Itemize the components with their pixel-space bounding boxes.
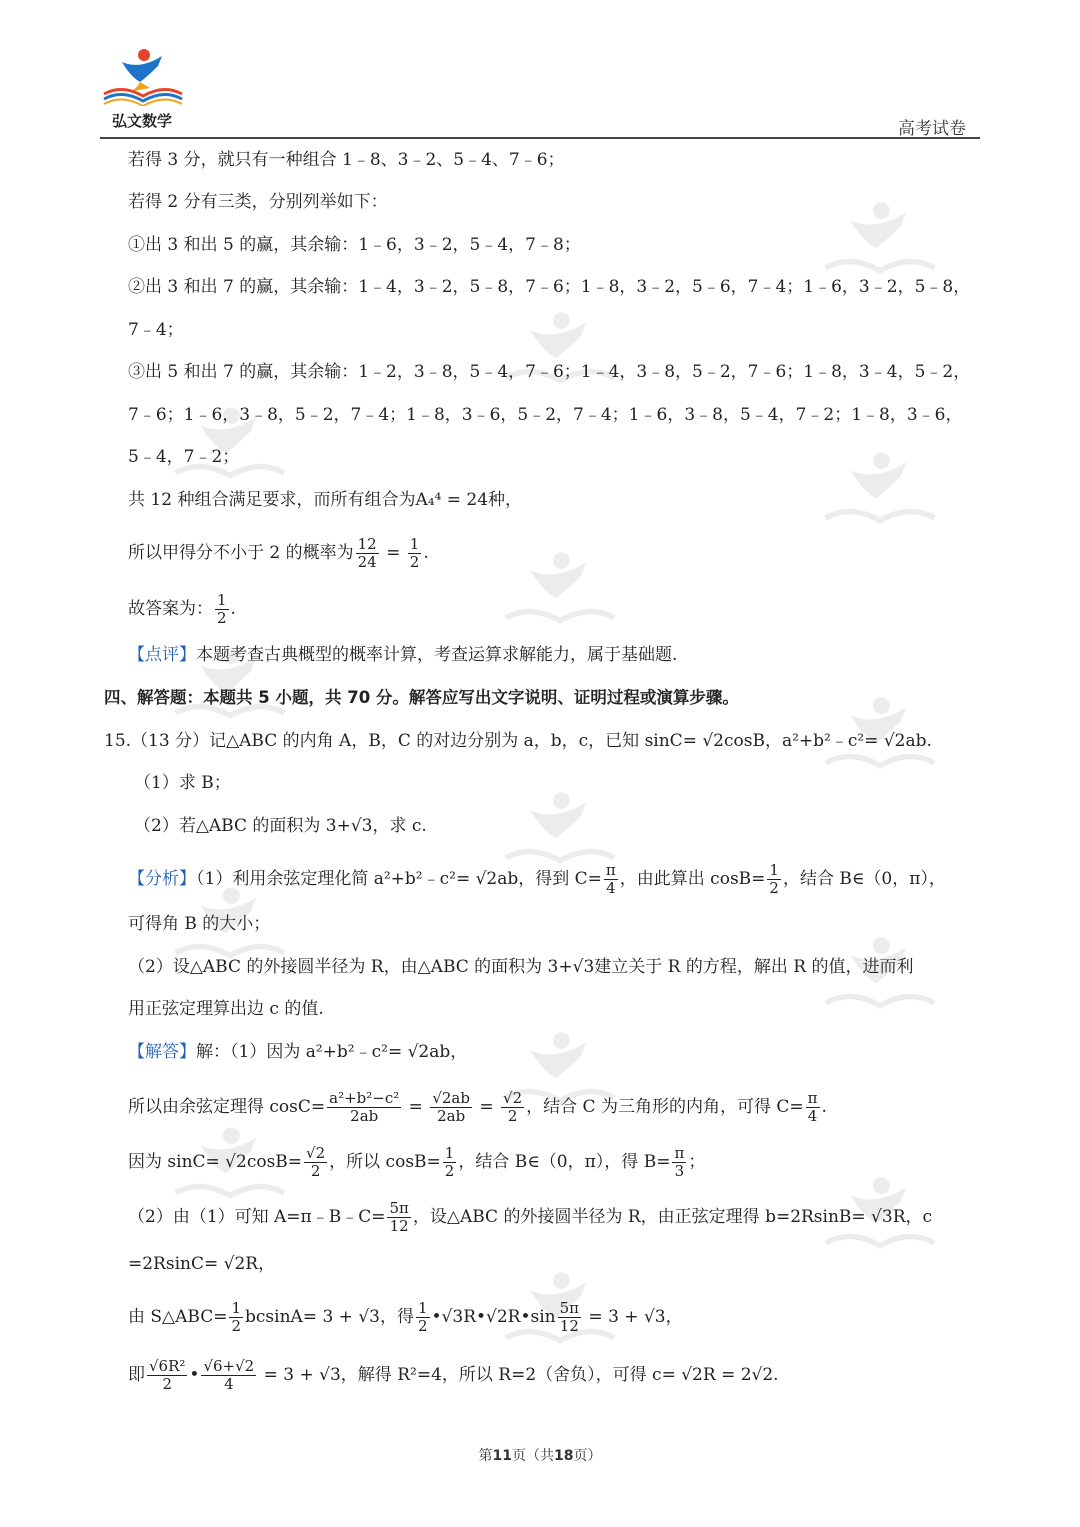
text-line: 若得 2 分有三类，分别列举如下：	[128, 192, 388, 212]
fraction	[201, 1358, 256, 1393]
text-segment: 由 S△ABC=	[128, 1307, 228, 1327]
solution-tag: 【解答】	[128, 1042, 196, 1062]
fraction	[558, 1300, 581, 1335]
probability-line	[128, 536, 429, 571]
denominator: 4	[606, 879, 616, 897]
text-segment: = 3 + √3，解得 R²=4，所以 R=2（舍负），可得 c= √2R = 2√2.	[258, 1365, 779, 1385]
denominator: 2	[507, 1107, 518, 1125]
page-number: 11	[492, 1448, 512, 1464]
text-segment: 故答案为：	[128, 599, 213, 619]
analysis-line	[128, 862, 946, 897]
comment-tag: 【点评】	[128, 645, 196, 665]
denominator: 2ab	[350, 1107, 379, 1125]
denominator: 2	[444, 1162, 455, 1180]
fraction	[767, 862, 781, 897]
numerator: √2ab	[432, 1089, 470, 1107]
total-pages: 18	[554, 1448, 574, 1464]
fraction	[672, 1145, 686, 1180]
text-segment: •√3R•√2R•sin	[431, 1307, 556, 1327]
fraction	[356, 536, 379, 571]
numerator: 1	[444, 1144, 455, 1162]
text-segment: .	[230, 599, 236, 619]
fraction	[416, 1300, 430, 1335]
solution-line	[128, 1090, 827, 1125]
denominator: 2	[162, 1375, 172, 1393]
numerator: √6+√2	[203, 1357, 255, 1375]
numerator: √2	[503, 1089, 523, 1107]
denominator: 2	[417, 1317, 428, 1335]
text-segment: ，由此算出 cosB=	[619, 869, 766, 889]
text-segment: ，设△ABC 的外接圆半径为 R，由正弦定理得 b=2RsinB= √3R，c	[412, 1207, 933, 1227]
question-stem: 15.（13 分）记△ABC 的内角 A，B，C 的对边分别为 a，b，c，已知 sinC= √2cosB，a²+b²﹣c²= √2ab.	[104, 731, 932, 751]
numerator: 12	[357, 535, 377, 553]
question-part: （1）求 B；	[134, 773, 231, 793]
text-line: 7﹣4；	[128, 320, 184, 340]
footer-prefix: 第	[478, 1448, 493, 1464]
page-footer	[0, 1445, 1080, 1465]
solution-line	[128, 1040, 467, 1064]
text-segment: ；	[688, 1152, 706, 1172]
denominator: 2ab	[437, 1107, 466, 1125]
fraction	[443, 1145, 457, 1180]
solution-line	[128, 1358, 779, 1393]
fraction	[806, 1090, 820, 1125]
text-segment: .	[821, 1097, 827, 1117]
text-line: 5﹣4，7﹣2；	[128, 447, 240, 467]
numerator: 1	[231, 1299, 242, 1317]
denominator: 2	[769, 879, 779, 897]
text-line: ②出 3 和出 7 的赢，其余输：1﹣4，3﹣2，5﹣8，7﹣6；1﹣8，3﹣2，5﹣6，7﹣4；1﹣6，3﹣2，5﹣8，	[128, 277, 971, 297]
section-heading: 四、解答题：本题共 5 小题，共 70 分。解答应写出文字说明、证明过程或演算步骤。	[104, 688, 739, 707]
denominator: 2	[310, 1162, 321, 1180]
solution-line	[128, 1200, 932, 1235]
text-segment: 本题考查古典概型的概率计算，考查运算求解能力，属于基础题.	[196, 645, 678, 665]
text-segment: （1）利用余弦定理化简 a²+b²﹣c²= √2ab，得到 C=	[196, 869, 602, 889]
numerator: 1	[409, 535, 420, 553]
fraction	[501, 1090, 524, 1125]
denominator: 2	[231, 1317, 242, 1335]
denominator: 24	[357, 553, 377, 571]
text-segment: ，所以 cosB=	[329, 1152, 441, 1172]
text-segment: =	[380, 543, 406, 563]
brand-name: 弘文数学	[112, 112, 173, 130]
text-line: 可得角 B 的大小；	[128, 914, 271, 934]
text-line: （2）设△ABC 的外接圆半径为 R，由△ABC 的面积为 3+√3建立关于 R 的方程，解出 R 的值，进而利	[128, 957, 914, 977]
denominator: 2	[409, 553, 420, 571]
text-segment: =	[473, 1097, 500, 1117]
text-segment: 所以由余弦定理得 cosC=	[128, 1097, 326, 1117]
fraction	[430, 1090, 472, 1125]
numerator: π	[605, 861, 616, 879]
fraction	[387, 1200, 410, 1235]
numerator: π	[674, 1144, 685, 1162]
numerator: a²+b²−c²	[329, 1089, 400, 1107]
comment-line	[128, 643, 677, 667]
text-segment: = 3 + √3，	[583, 1307, 683, 1327]
solution-line	[128, 1300, 683, 1335]
document-type-label: 高考试卷	[898, 119, 966, 139]
denominator: 2	[217, 609, 227, 627]
numerator: √2	[306, 1144, 326, 1162]
text-segment: ，结合 B∈（0，π），得 B=	[458, 1152, 671, 1172]
denominator: 3	[674, 1162, 685, 1180]
text-line: 共 12 种组合满足要求，而所有组合为A₄⁴ = 24种，	[128, 490, 523, 510]
question-part: （2）若△ABC 的面积为 3+√3，求 c.	[134, 816, 427, 836]
text-line: 7﹣6；1﹣6，3﹣8，5﹣2，7﹣4；1﹣8，3﹣6，5﹣2，7﹣4；1﹣6，3﹣8，5﹣4，7﹣2；1﹣8，3﹣6，	[128, 405, 963, 425]
text-segment: （2）由（1）可知 A=π﹣B﹣C=	[128, 1207, 386, 1227]
text-segment: .	[423, 543, 429, 563]
fraction	[604, 862, 618, 897]
fraction	[215, 592, 229, 627]
solution-line	[128, 1145, 705, 1180]
text-segment: •	[189, 1365, 200, 1385]
text-segment: =	[403, 1097, 429, 1117]
text-segment: 解：（1）因为 a²+b²﹣c²= √2ab，	[196, 1042, 468, 1062]
denominator: 4	[807, 1107, 818, 1125]
text-segment: 所以甲得分不小于 2 的概率为	[128, 543, 354, 563]
denominator: 12	[389, 1217, 409, 1235]
text-line: 用正弦定理算出边 c 的值.	[128, 999, 324, 1019]
text-segment: ，结合 B∈（0，π），	[782, 869, 946, 889]
denominator: 4	[224, 1375, 234, 1393]
text-segment: 即	[128, 1365, 145, 1385]
numerator: 1	[769, 861, 779, 879]
fraction	[229, 1300, 243, 1335]
text-segment: ，结合 C 为三角形的内角，可得 C=	[526, 1097, 804, 1117]
footer-mid: 页（共	[512, 1448, 554, 1464]
text-line: ③出 5 和出 7 的赢，其余输：1﹣2，3﹣8，5﹣4，7﹣6；1﹣4，3﹣8，5﹣2，7﹣6；1﹣8，3﹣4，5﹣2，	[128, 362, 971, 382]
fraction	[147, 1358, 187, 1393]
numerator: 5π	[389, 1199, 409, 1217]
numerator: √6R²	[149, 1357, 186, 1375]
text-segment: bcsinA= 3 + √3，得	[245, 1307, 414, 1327]
numerator: 1	[217, 591, 227, 609]
numerator: π	[807, 1089, 818, 1107]
text-segment: 因为 sinC= √2cosB=	[128, 1152, 303, 1172]
fraction	[327, 1090, 401, 1125]
analysis-tag: 【分析】	[128, 869, 196, 889]
denominator: 12	[559, 1317, 579, 1335]
fraction	[408, 536, 422, 571]
numerator: 1	[417, 1299, 428, 1317]
fraction	[304, 1145, 327, 1180]
text-line: =2RsinC= √2R，	[128, 1254, 276, 1274]
answer-line	[128, 592, 236, 627]
text-line: 若得 3 分，就只有一种组合 1﹣8、3﹣2、5﹣4、7﹣6；	[128, 150, 565, 170]
numerator: 5π	[559, 1299, 580, 1317]
text-line: ①出 3 和出 5 的赢，其余输：1﹣6，3﹣2，5﹣4，7﹣8；	[128, 235, 581, 255]
footer-suffix: 页）	[573, 1448, 602, 1464]
